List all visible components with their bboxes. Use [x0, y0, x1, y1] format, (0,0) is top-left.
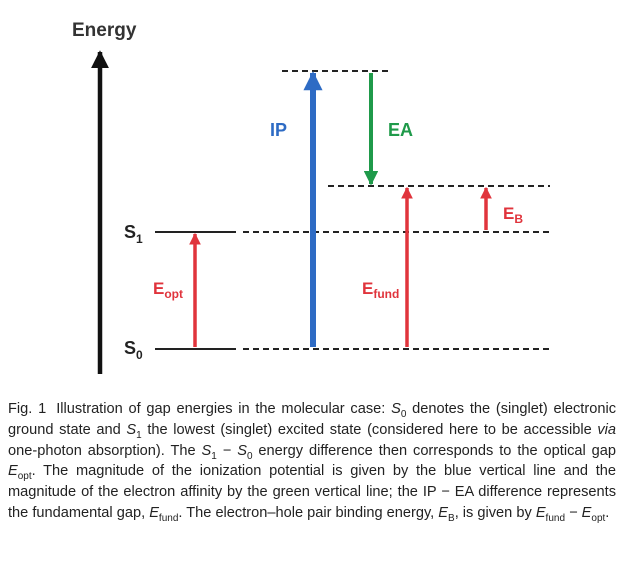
caption-text: , is given by	[454, 504, 536, 521]
eopt-label: $E_{opt}$	[153, 279, 183, 301]
caption-symbol: S	[391, 401, 401, 417]
caption-symbol: E	[438, 504, 449, 521]
s0-state-label: $S_0$	[124, 338, 143, 362]
caption-symbol: S	[201, 442, 212, 459]
caption-text: . The magnitude of the ionization potential is given by the blue vertical line and the magnitude of the electron affinity by the green vertical line; the IP − EA difference represents the fundamental gap,	[8, 463, 616, 521]
caption-text: .	[605, 504, 610, 521]
caption-text: denotes the (singlet) electronic ground state and	[8, 401, 616, 438]
caption-subscript: opt	[17, 471, 32, 483]
energy-axis-label: Energy	[72, 20, 137, 41]
caption-subscript: 0	[400, 408, 407, 420]
caption-symbol: S	[126, 421, 137, 438]
caption-text: one-photon absorption). The	[8, 442, 202, 459]
caption-subscript: opt	[591, 512, 606, 524]
caption-subscript: fund	[545, 512, 566, 524]
s1-state-label: $S_1$	[124, 222, 143, 246]
caption-text: Illustration of gap energies in the molecular case:	[56, 401, 392, 417]
caption-operator: −	[216, 442, 238, 459]
ea-label: EA	[388, 120, 414, 140]
caption-subscript: 1	[136, 429, 142, 441]
caption-text: energy difference then corresponds to the optical gap	[252, 442, 616, 459]
caption-symbol: E	[581, 504, 592, 521]
caption-subscript: B	[448, 512, 455, 524]
caption-symbol: S	[237, 442, 247, 459]
caption-emphasis: via	[597, 421, 617, 438]
ip-label: IP	[270, 120, 288, 140]
efund-label: $E_{fund}$	[362, 279, 400, 301]
caption-label: Fig. 1	[8, 401, 47, 417]
caption-subscript: fund	[158, 512, 179, 524]
caption-text: the lowest (singlet) excited state (considered here to be accessible	[141, 421, 598, 438]
caption-subscript: 1	[211, 450, 217, 462]
caption-operator: −	[565, 504, 582, 521]
caption-symbol: E	[8, 463, 18, 480]
caption-text: . The electron–hole pair binding energy,	[178, 504, 439, 521]
caption-symbol: E	[149, 504, 159, 521]
figure-caption	[8, 399, 616, 524]
caption-symbol: E	[535, 504, 546, 521]
eb-label: $E_B$	[503, 204, 524, 226]
caption-subscript: 0	[246, 450, 253, 462]
